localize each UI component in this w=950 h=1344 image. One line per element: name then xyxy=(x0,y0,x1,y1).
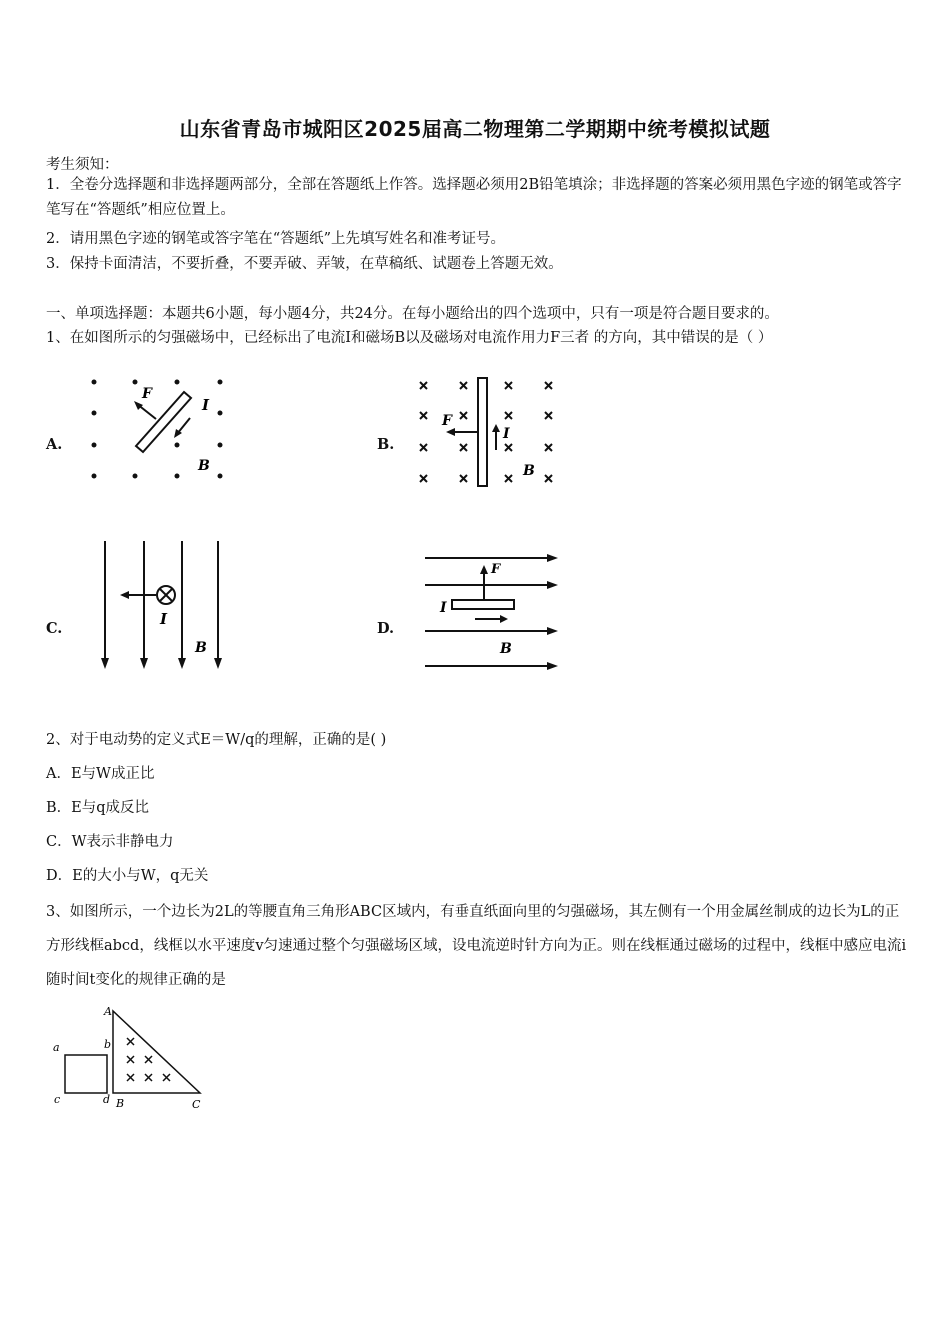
notice-item-1: 1．全卷分选择题和非选择题两部分，全部在答题纸上作答。选择题必须用2B铅笔填涂；非选择题的答案必须用黑色字迹的钢笔或答字笔写在“答题纸”相应位置上。 xyxy=(46,177,902,218)
q3-label-c: c xyxy=(54,1093,61,1106)
question-3-stem: 3、如图所示，一个边长为2L的等腰直角三角形ABC区域内，有垂直纸面向里的匀强磁场，其左侧有一个用金属丝制成的边长为L的正方形线框abcd，线框以水平速度v匀速通过整个匀强磁场区域，设电流逆时针方向为正。则在线框通过磁场的过程中，线框中感应电流i随时间t变化的规律正确的是 xyxy=(46,904,907,988)
q1-option-d-label[interactable]: D. xyxy=(377,620,395,637)
q3-label-B: B xyxy=(116,1097,125,1110)
q3-label-C: C xyxy=(192,1098,201,1111)
figure-d xyxy=(420,545,565,680)
figure-a xyxy=(80,370,240,500)
fig-a-i-label: I xyxy=(202,396,210,414)
q2-option-c[interactable]: C．W表示非静电力 xyxy=(46,834,174,850)
question-2-stem: 2、对于电动势的定义式E＝W/q的理解，正确的是( ) xyxy=(46,732,387,748)
fig-d-f-label: F xyxy=(491,562,501,577)
fig-d-b-label: B xyxy=(500,641,512,657)
q3-label-a: a xyxy=(53,1041,60,1054)
fig-b-f-label: F xyxy=(442,413,452,429)
q3-label-A: A xyxy=(104,1005,112,1018)
fig-c-b-label: B xyxy=(195,640,207,656)
q1-option-a-label[interactable]: A. xyxy=(46,436,63,453)
q2-option-a[interactable]: A．E与W成正比 xyxy=(46,766,155,782)
q2-option-b[interactable]: B．E与q成反比 xyxy=(46,800,150,816)
q1-option-c-label[interactable]: C. xyxy=(46,620,63,637)
q2-option-d[interactable]: D．E的大小与W，q无关 xyxy=(46,868,209,884)
fig-b-i-label: I xyxy=(503,426,510,442)
notice-item-2: 2．请用黑色字迹的钢笔或答字笔在“答题纸”上先填写姓名和准考证号。 xyxy=(46,231,506,247)
q3-label-b: b xyxy=(104,1038,112,1051)
fig-c-i-label: I xyxy=(160,610,168,628)
figure-q3 xyxy=(44,1003,214,1115)
figure-b xyxy=(410,372,570,496)
fig-d-i-label: I xyxy=(440,600,447,616)
section-heading: 一、单项选择题：本题共6小题，每小题4分，共24分。在每小题给出的四个选项中，只有一项是符合题目要求的。 xyxy=(46,306,779,322)
q1-option-b-label[interactable]: B. xyxy=(377,436,395,453)
fig-a-f-label: F xyxy=(142,386,152,402)
page-title: 山东省青岛市城阳区2025届高二物理第二学期期中统考模拟试题 xyxy=(179,117,771,141)
figure-c xyxy=(90,537,240,677)
question-1-stem: 1、在如图所示的匀强磁场中，已经标出了电流I和磁场B以及磁场对电流作用力F三者 的方向，其中错误的是（ ） xyxy=(46,330,773,346)
notice-item-3: 3．保持卡面清洁，不要折叠，不要弄破、弄皱，在草稿纸、试题卷上答题无效。 xyxy=(46,256,563,272)
q3-label-d: d xyxy=(103,1093,111,1106)
notice-heading: 考生须知： xyxy=(46,157,119,173)
fig-b-b-label: B xyxy=(523,463,535,479)
fig-a-b-label: B xyxy=(198,458,210,474)
